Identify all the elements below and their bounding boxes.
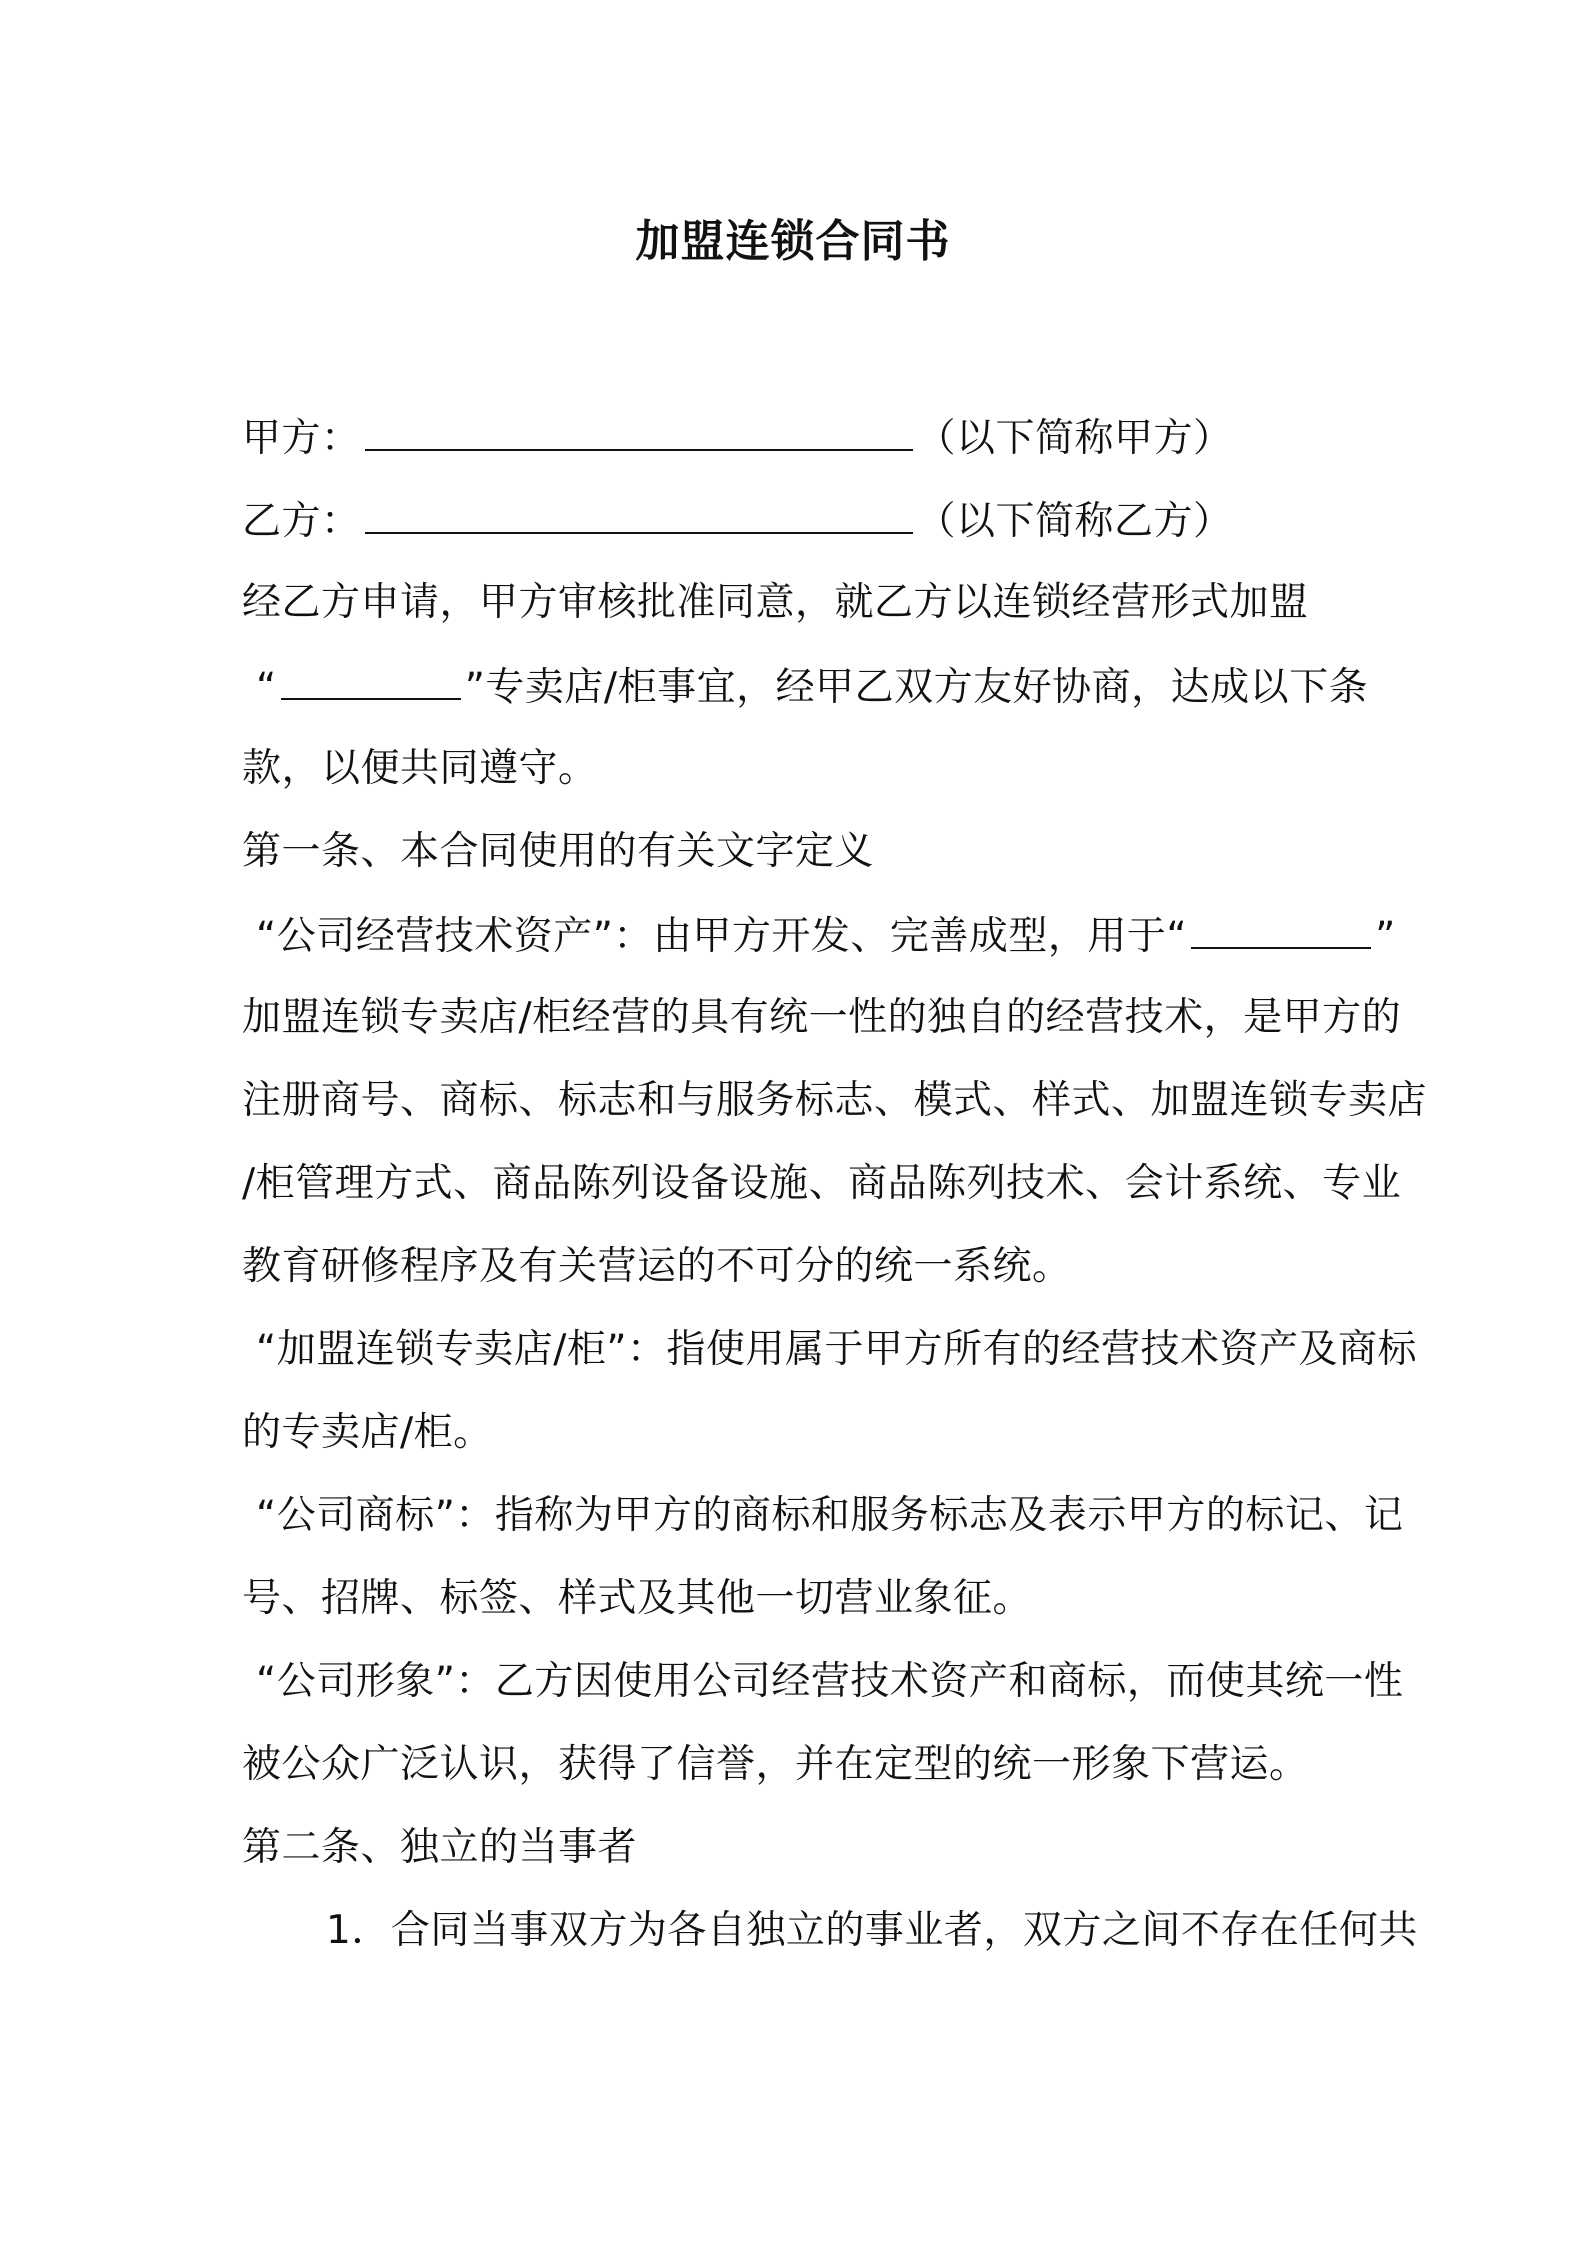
intro-line-1: 经乙方申请，甲方审核批准同意，就乙方以连锁经营形式加盟 xyxy=(242,580,1309,625)
party-b-label: 乙方： xyxy=(242,499,361,544)
definition-1-line-1 xyxy=(256,909,1396,963)
definition-3-line-1: “公司商标”：指称为甲方的商标和服务标志及表示甲方的标记、记 xyxy=(256,1493,1404,1538)
definition-2-line-1: “加盟连锁专卖店/柜”：指使用属于甲方所有的经营技术资产及商标 xyxy=(256,1327,1418,1372)
definition-1-line-2: 加盟连锁专卖店/柜经营的具有统一性的独自的经营技术，是甲方的 xyxy=(242,995,1402,1040)
definition-1-line-3: 注册商号、商标、标志和与服务标志、模式、样式、加盟连锁专卖店 xyxy=(242,1078,1428,1123)
party-b-suffix: （以下简称乙方） xyxy=(916,499,1233,544)
intro-line-2-text: ”专卖店/柜事宜，经甲乙双方友好协商，达成以下条 xyxy=(464,665,1369,710)
article-2-heading: 第二条、独立的当事者 xyxy=(242,1825,638,1870)
definition-1-line-4: /柜管理方式、商品陈列设备设施、商品陈列技术、会计系统、专业 xyxy=(242,1161,1402,1206)
party-a-line xyxy=(242,411,1233,465)
party-a-blank xyxy=(365,411,913,451)
definition-3-line-2: 号、招牌、标签、样式及其他一切营业象征。 xyxy=(242,1576,1033,1621)
intro-open-quote: “ xyxy=(256,665,277,710)
party-a-suffix: （以下简称甲方） xyxy=(916,416,1233,461)
party-b-line xyxy=(242,494,1233,548)
document-title: 加盟连锁合同书 xyxy=(635,216,951,267)
store-name-blank xyxy=(281,660,461,700)
definition-4-line-1: “公司形象”：乙方因使用公司经营技术资产和商标，而使其统一性 xyxy=(256,1659,1404,1704)
definition-2-line-2: 的专卖店/柜。 xyxy=(242,1410,493,1455)
party-b-blank xyxy=(365,494,913,534)
intro-line-2 xyxy=(256,660,1368,714)
definition-4-line-2: 被公众广泛认识，获得了信誉，并在定型的统一形象下营运。 xyxy=(242,1742,1309,1787)
definition-1-close-quote: ” xyxy=(1375,914,1396,959)
definition-1-start: “公司经营技术资产”：由甲方开发、完善成型，用于“ xyxy=(256,914,1188,959)
intro-line-3: 款，以便共同遵守。 xyxy=(242,746,598,791)
definition-1-blank xyxy=(1191,909,1371,949)
article-1-heading: 第一条、本合同使用的有关文字定义 xyxy=(242,829,875,874)
party-a-label: 甲方： xyxy=(242,416,361,461)
article-2-item-1: 1．合同当事双方为各自独立的事业者，双方之间不存在任何共 xyxy=(326,1908,1418,1953)
definition-1-line-5: 教育研修程序及有关营运的不可分的统一系统。 xyxy=(242,1244,1072,1289)
